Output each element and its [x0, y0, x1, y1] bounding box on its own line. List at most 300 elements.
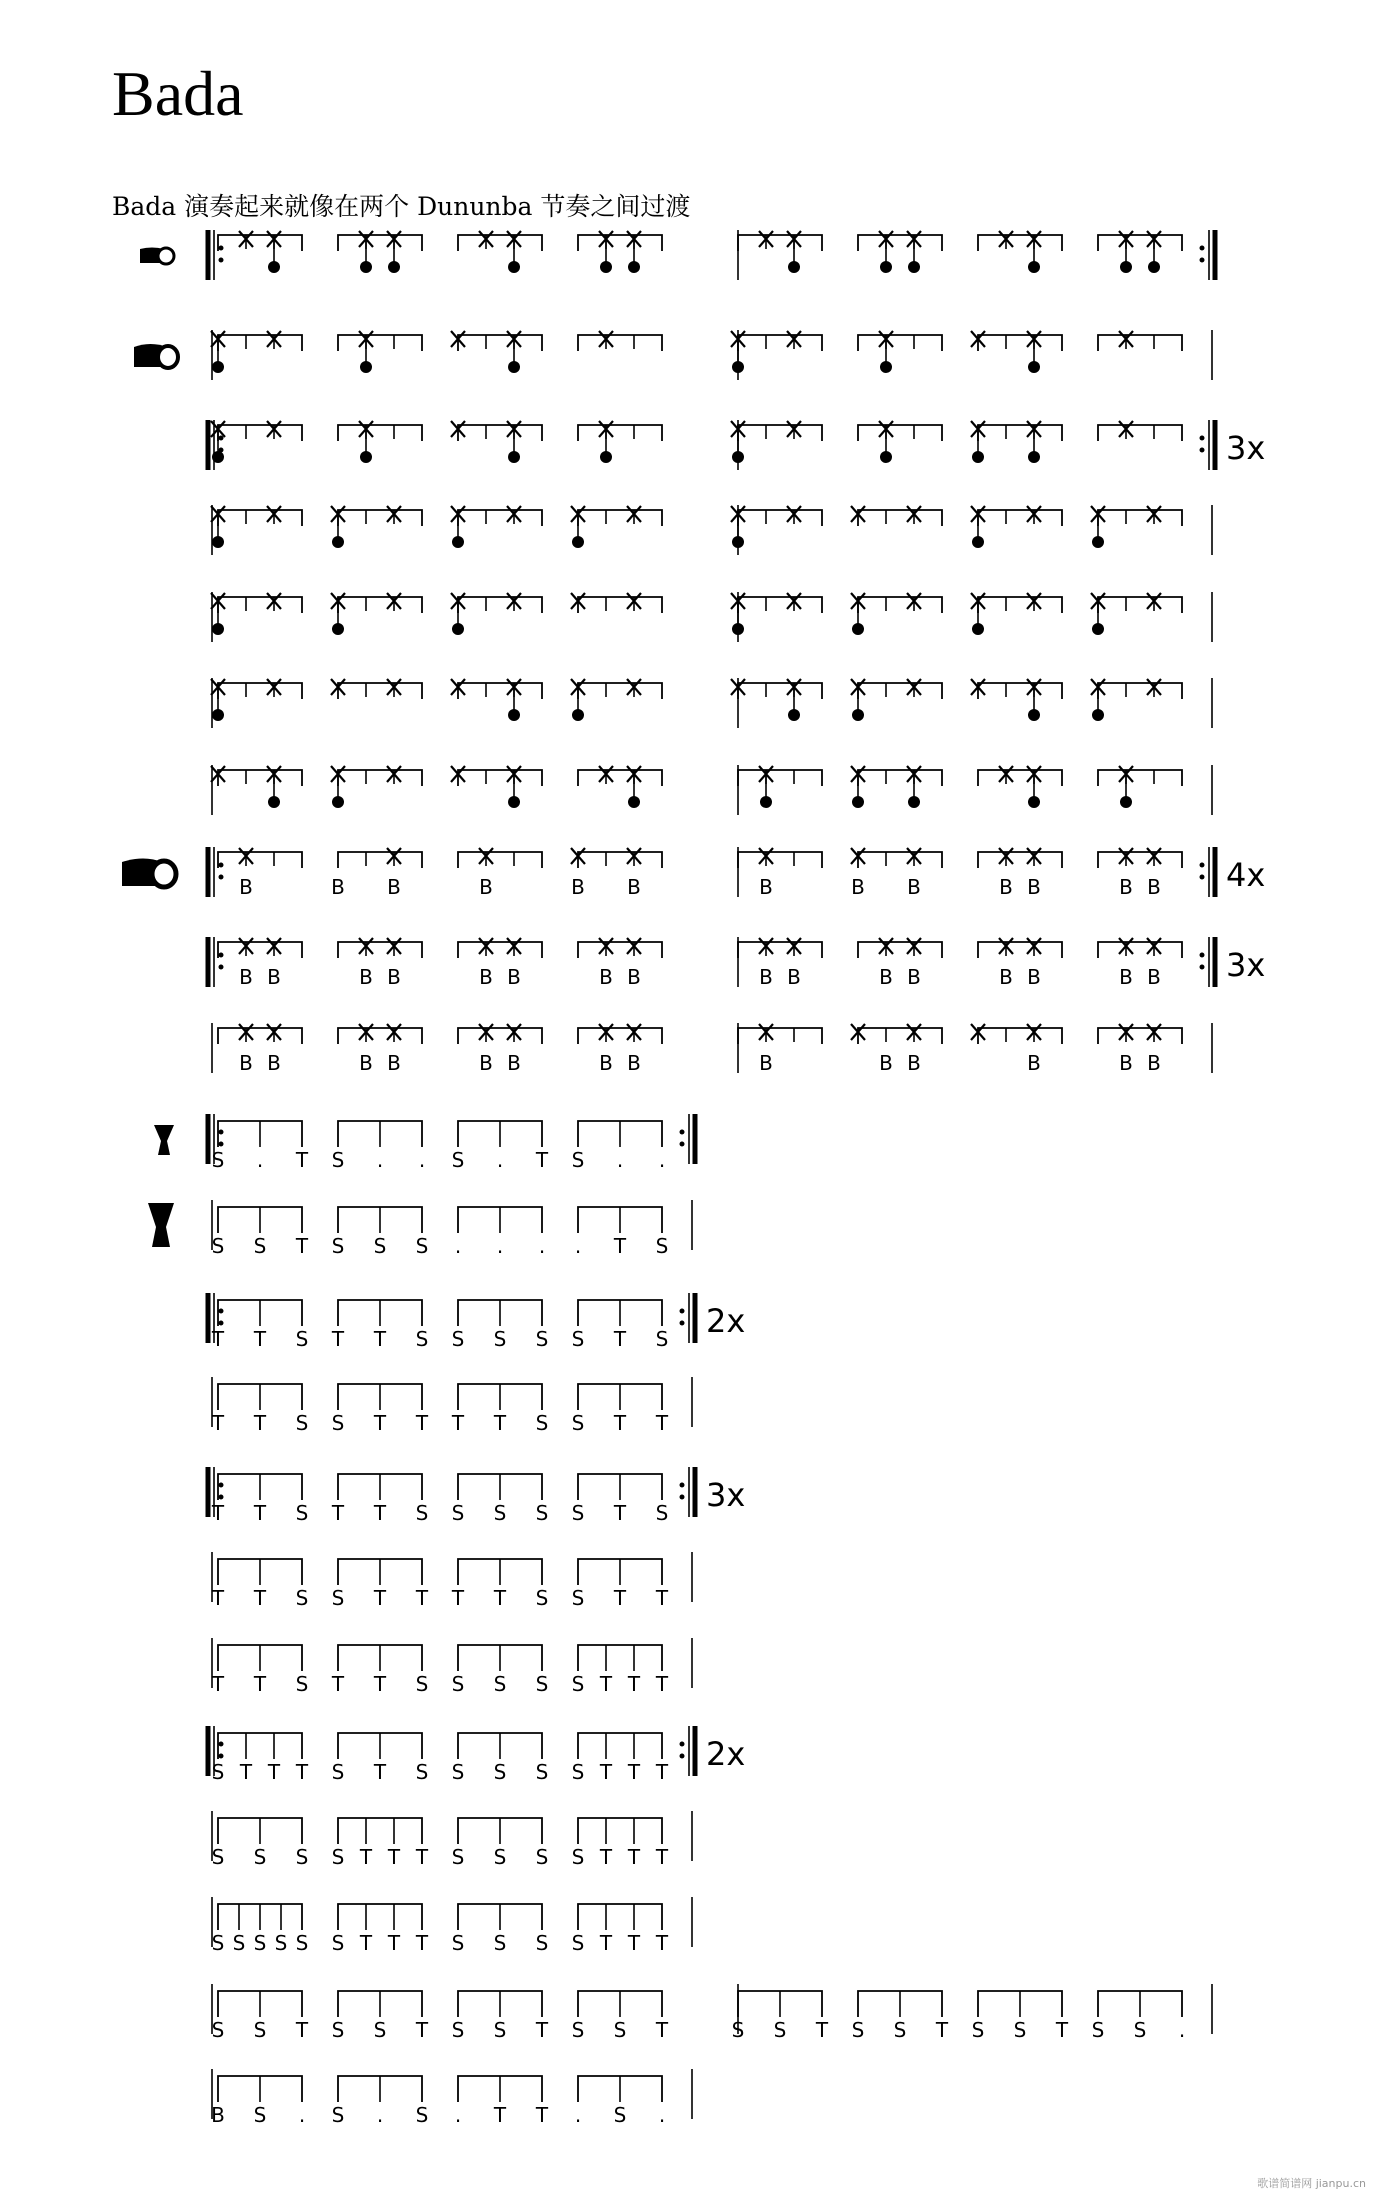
bell-hit — [1120, 796, 1132, 808]
score-row — [211, 1552, 692, 1610]
bell-hit — [852, 709, 864, 721]
beat-bracket — [1098, 235, 1182, 251]
djembe-stroke-letter: S — [493, 1501, 507, 1525]
repeat-dot — [219, 1483, 224, 1488]
drum-stroke-letter: B — [759, 875, 773, 899]
measure — [738, 1024, 822, 1075]
djembe-stroke-letter: T — [211, 1327, 225, 1351]
djembe-stroke-letter: T — [655, 1760, 669, 1784]
drum-stroke-letter: B — [851, 875, 865, 899]
measure — [332, 1121, 426, 1172]
measure — [332, 1733, 429, 1784]
bell-hit — [760, 796, 772, 808]
djembe-stroke-letter: T — [211, 1411, 225, 1435]
score-row — [122, 847, 1265, 899]
beat-bracket — [578, 425, 662, 441]
drum-stroke-letter: B — [999, 965, 1013, 989]
measure — [211, 1474, 308, 1525]
beat-bracket — [978, 335, 1062, 351]
djembe-stroke-letter: T — [211, 1672, 225, 1696]
repeat-dot — [680, 1321, 685, 1326]
bell-hit — [1028, 796, 1040, 808]
measure — [458, 1024, 542, 1075]
measure — [338, 421, 422, 463]
measure — [572, 1384, 669, 1435]
bell-hit — [452, 536, 464, 548]
beat-bracket — [858, 510, 942, 526]
djembe-stroke-letter: T — [295, 1234, 309, 1258]
measure — [1091, 506, 1182, 548]
djembe-stroke-letter: S — [295, 1931, 309, 1955]
score-row — [154, 1114, 695, 1172]
drum-stroke-letter: B — [359, 965, 373, 989]
djembe-stroke-letter: S — [893, 2018, 907, 2042]
beat-bracket — [978, 683, 1062, 699]
djembe-stroke-letter: S — [851, 2018, 865, 2042]
beat-bracket — [1098, 683, 1182, 699]
repeat-dot — [1200, 246, 1205, 251]
djembe-stroke-letter: T — [655, 1586, 669, 1610]
measure — [212, 1121, 309, 1172]
measure — [572, 1300, 669, 1351]
beat-bracket — [1098, 425, 1182, 441]
beat-bracket — [1098, 852, 1182, 868]
measure — [331, 1474, 428, 1525]
bell-hit — [732, 623, 744, 635]
djembe-stroke-letter: . — [574, 2103, 582, 2127]
drum-stroke-letter: B — [479, 1051, 493, 1075]
djembe-stroke-letter: S — [331, 1148, 345, 1172]
measure — [332, 1384, 429, 1435]
djembe-stroke-letter: T — [1055, 2018, 1069, 2042]
djembe-stroke-letter: S — [571, 1760, 585, 1784]
djembe-stroke-letter: . — [496, 1148, 504, 1172]
djembe-stroke-letter: T — [613, 1501, 627, 1525]
measure — [971, 679, 1062, 721]
beat-bracket — [218, 1733, 302, 1759]
djembe-stroke-letter: S — [451, 1931, 465, 1955]
bell-hit — [360, 261, 372, 273]
beat-bracket — [858, 942, 942, 958]
repeat-dot — [1200, 436, 1205, 441]
measure — [452, 1645, 549, 1696]
bell-hit — [1028, 451, 1040, 463]
bell-hit — [388, 261, 400, 273]
djembe-stroke-letter: T — [613, 1234, 627, 1258]
bell-hit — [600, 451, 612, 463]
beat-bracket — [578, 852, 662, 868]
djembe-stroke-letter: S — [253, 1931, 267, 1955]
djembe-solo-body — [154, 1125, 174, 1155]
repeat-dot — [219, 863, 224, 868]
drum-stroke-letter: B — [239, 965, 253, 989]
measure — [211, 506, 302, 548]
djembe-stroke-letter: S — [331, 1760, 345, 1784]
beat-bracket — [738, 852, 822, 868]
measure — [852, 1991, 949, 2042]
beat-bracket — [578, 335, 662, 351]
measure — [971, 421, 1062, 463]
page-title: Bada — [112, 58, 244, 129]
djembe-stroke-letter: T — [387, 1931, 401, 1955]
measure — [211, 1645, 308, 1696]
measure — [971, 506, 1062, 548]
score-row — [211, 505, 1212, 555]
measure — [731, 331, 822, 373]
measure — [211, 593, 302, 635]
bell-hit — [332, 623, 344, 635]
watermark: 歌谱简谱网 jianpu.cn — [1257, 2177, 1366, 2190]
beat-bracket — [1098, 597, 1182, 613]
djembe-stroke-letter: T — [211, 1501, 225, 1525]
measure — [731, 679, 822, 721]
djembe-stroke-letter: S — [295, 1586, 309, 1610]
beat-bracket — [858, 770, 942, 786]
beat-bracket — [858, 1028, 942, 1044]
djembe-stroke-letter: T — [613, 1411, 627, 1435]
djembe-stroke-letter: S — [571, 1672, 585, 1696]
measure — [331, 506, 422, 548]
score-row — [208, 1293, 745, 1351]
drum-stroke-letter: B — [1027, 1051, 1041, 1075]
bell-hit — [972, 451, 984, 463]
djembe-stroke-letter: T — [655, 1672, 669, 1696]
beat-bracket — [458, 425, 542, 441]
measure — [332, 1559, 429, 1610]
drum-stroke-letter: B — [331, 875, 345, 899]
djembe-stroke-letter: T — [451, 1411, 465, 1435]
measure — [452, 1300, 549, 1351]
drum-stroke-letter: B — [571, 875, 585, 899]
drum-stroke-letter: B — [479, 965, 493, 989]
measure — [578, 421, 662, 463]
bell-hit — [212, 536, 224, 548]
djembe-stroke-letter: S — [331, 1411, 345, 1435]
beat-bracket — [338, 335, 422, 351]
beat-bracket — [978, 1028, 1062, 1044]
measure — [452, 1474, 549, 1525]
beat-bracket — [338, 1818, 422, 1844]
beat-bracket — [218, 852, 302, 868]
dununba-head — [152, 861, 176, 887]
measure — [338, 938, 422, 989]
djembe-stroke-letter: T — [599, 1672, 613, 1696]
measure — [451, 506, 542, 548]
djembe-stroke-letter: T — [359, 1931, 373, 1955]
djembe-stroke-letter: S — [451, 1501, 465, 1525]
measure — [858, 421, 942, 463]
score-row — [208, 420, 1265, 470]
djembe-stroke-letter: . — [454, 2103, 462, 2127]
djembe-stroke-letter: S — [655, 1327, 669, 1351]
repeat-count-label: 3x — [706, 1476, 746, 1514]
measure — [738, 231, 822, 273]
measure — [572, 1904, 669, 1955]
bell-hit — [360, 451, 372, 463]
djembe-stroke-letter: S — [613, 2018, 627, 2042]
beat-bracket — [978, 510, 1062, 526]
repeat-dot — [680, 1309, 685, 1314]
djembe-stroke-letter: S — [655, 1501, 669, 1525]
djembe-stroke-letter: T — [627, 1672, 641, 1696]
djembe-stroke-letter: T — [373, 1411, 387, 1435]
djembe-stroke-letter: S — [613, 2103, 627, 2127]
bell-hit — [212, 709, 224, 721]
djembe-stroke-letter: . — [418, 1148, 426, 1172]
measure — [578, 331, 662, 351]
measure — [578, 766, 662, 808]
beat-bracket — [338, 942, 422, 958]
score-row — [211, 765, 1212, 815]
measure — [332, 1991, 429, 2042]
djembe-stroke-letter: . — [658, 2103, 666, 2127]
beat-bracket — [738, 425, 822, 441]
djembe-stroke-letter: S — [331, 1586, 345, 1610]
bell-hit — [972, 536, 984, 548]
djembe-stroke-letter: T — [415, 2018, 429, 2042]
measure — [211, 1300, 308, 1351]
djembe-stroke-letter: T — [373, 1672, 387, 1696]
repeat-dot — [219, 1754, 224, 1759]
djembe-stroke-letter: S — [451, 1672, 465, 1696]
drum-stroke-letter: B — [759, 1051, 773, 1075]
repeat-dot — [1200, 448, 1205, 453]
djembe-stroke-letter: S — [571, 1586, 585, 1610]
bell-hit — [508, 796, 520, 808]
djembe-stroke-letter: S — [253, 2103, 267, 2127]
measure — [731, 421, 822, 463]
djembe-stroke-letter: S — [493, 1760, 507, 1784]
beat-bracket — [458, 942, 542, 958]
djembe-stroke-letter: T — [613, 1327, 627, 1351]
beat-bracket — [858, 683, 942, 699]
measure — [331, 848, 422, 899]
beat-bracket — [1098, 942, 1182, 958]
score-row — [211, 2069, 692, 2127]
djembe-stroke-letter: S — [211, 1760, 225, 1784]
drum-stroke-letter: B — [387, 965, 401, 989]
measure — [851, 1024, 942, 1075]
measure — [571, 593, 662, 613]
bell-hit — [212, 361, 224, 373]
measure — [218, 848, 302, 899]
djembe-stroke-letter: . — [616, 1148, 624, 1172]
beat-bracket — [218, 683, 302, 699]
djembe-stroke-letter: S — [731, 2018, 745, 2042]
djembe-stroke-letter: T — [599, 1845, 613, 1869]
beat-bracket — [218, 335, 302, 351]
score-row — [208, 937, 1265, 989]
djembe-stroke-letter: S — [571, 2018, 585, 2042]
drum-stroke-letter: B — [907, 1051, 921, 1075]
measure — [338, 331, 422, 373]
drum-stroke-letter: B — [1147, 875, 1161, 899]
djembe-stroke-letter: . — [1178, 2018, 1186, 2042]
beat-bracket — [218, 1028, 302, 1044]
djembe-stroke-letter: T — [253, 1672, 267, 1696]
measure — [971, 1024, 1062, 1075]
beat-bracket — [338, 683, 422, 699]
drum-stroke-letter: B — [879, 1051, 893, 1075]
measure — [332, 2076, 429, 2127]
measure — [451, 331, 542, 373]
djembe-stroke-letter: B — [211, 2103, 225, 2127]
djembe-stroke-letter: T — [935, 2018, 949, 2042]
bell-hit — [732, 536, 744, 548]
djembe-stroke-letter: S — [493, 1845, 507, 1869]
bell-hit — [268, 796, 280, 808]
djembe-stroke-letter: T — [655, 2018, 669, 2042]
beat-bracket — [578, 942, 662, 958]
djembe-stroke-letter: T — [253, 1411, 267, 1435]
djembe-stroke-letter: S — [571, 1411, 585, 1435]
repeat-dot — [680, 1495, 685, 1500]
djembe-stroke-letter: S — [331, 1931, 345, 1955]
beat-bracket — [978, 942, 1062, 958]
djembe-stroke-letter: T — [627, 1760, 641, 1784]
drum-stroke-letter: B — [1119, 875, 1133, 899]
djembe-stroke-letter: S — [211, 2018, 225, 2042]
djembe-stroke-letter: T — [239, 1760, 253, 1784]
bell-hit — [212, 451, 224, 463]
djembe-stroke-letter: S — [295, 1672, 309, 1696]
measure — [858, 231, 942, 273]
measure — [572, 1474, 669, 1525]
score-row — [208, 1467, 745, 1525]
beat-bracket — [338, 510, 422, 526]
measure — [572, 1991, 669, 2042]
measure — [1098, 421, 1182, 441]
measure — [218, 1024, 302, 1075]
score-row — [208, 1726, 745, 1784]
measure — [1098, 1024, 1182, 1075]
djembe-stroke-letter: S — [415, 2103, 429, 2127]
beat-bracket — [218, 597, 302, 613]
measure — [571, 848, 662, 899]
measure — [732, 1991, 829, 2042]
djembe-stroke-letter: T — [535, 2018, 549, 2042]
djembe-stroke-letter: T — [493, 1411, 507, 1435]
bell-hit — [880, 451, 892, 463]
beat-bracket — [338, 1028, 422, 1044]
measure — [971, 593, 1062, 635]
repeat-dot — [219, 1321, 224, 1326]
bell-hit — [508, 709, 520, 721]
drum-stroke-letter: B — [627, 965, 641, 989]
measure — [1098, 848, 1182, 899]
djembe-stroke-letter: T — [415, 1586, 429, 1610]
beat-bracket — [578, 235, 662, 251]
djembe-stroke-letter: T — [211, 1586, 225, 1610]
bell-hit — [1028, 261, 1040, 273]
djembe-stroke-letter: S — [415, 1672, 429, 1696]
bell-hit — [1120, 261, 1132, 273]
bell-hit — [508, 261, 520, 273]
drum-stroke-letter: B — [787, 965, 801, 989]
djembe-stroke-letter: S — [295, 1845, 309, 1869]
beat-bracket — [338, 425, 422, 441]
djembe-stroke-letter: T — [331, 1501, 345, 1525]
repeat-dot — [219, 953, 224, 958]
drum-stroke-letter: B — [627, 875, 641, 899]
beat-bracket — [458, 335, 542, 351]
djembe-stroke-letter: . — [538, 1234, 546, 1258]
drum-stroke-letter: B — [507, 965, 521, 989]
djembe-stroke-letter: S — [415, 1234, 429, 1258]
djembe-stroke-letter: S — [535, 1760, 549, 1784]
djembe-stroke-letter: T — [387, 1845, 401, 1869]
djembe-stroke-letter: S — [493, 1931, 507, 1955]
djembe-stroke-letter: . — [574, 1234, 582, 1258]
measure — [458, 848, 542, 899]
measure — [452, 1733, 549, 1784]
measure — [455, 2076, 549, 2127]
drum-stroke-letter: B — [1027, 875, 1041, 899]
djembe-stroke-letter: . — [256, 1148, 264, 1172]
repeat-dot — [219, 1142, 224, 1147]
djembe-stroke-letter: S — [451, 2018, 465, 2042]
djembe-stroke-letter: S — [331, 1234, 345, 1258]
djembe-stroke-letter: S — [331, 2103, 345, 2127]
djembe-stroke-letter: T — [331, 1672, 345, 1696]
repeat-dot — [219, 258, 224, 263]
bell-hit — [1092, 623, 1104, 635]
measure — [1098, 766, 1182, 808]
djembe-stroke-letter: T — [359, 1845, 373, 1869]
measure — [578, 231, 662, 273]
beat-bracket — [858, 235, 942, 251]
measure — [452, 1904, 549, 1955]
bell-hit — [972, 623, 984, 635]
measure — [571, 679, 662, 721]
measure — [978, 848, 1062, 899]
beat-bracket — [738, 942, 822, 958]
djembe-stroke-letter: S — [535, 1586, 549, 1610]
beat-bracket — [218, 942, 302, 958]
repeat-count-label: 2x — [706, 1735, 746, 1773]
beat-bracket — [978, 852, 1062, 868]
djembe-stroke-letter: T — [267, 1760, 281, 1784]
measure — [451, 1384, 548, 1435]
measure — [858, 331, 942, 373]
score-row — [212, 1984, 1212, 2042]
beat-bracket — [578, 1028, 662, 1044]
repeat-dot — [219, 1742, 224, 1747]
repeat-count-label: 2x — [706, 1302, 746, 1340]
measure — [1098, 938, 1182, 989]
measure — [212, 1733, 309, 1784]
bell-hit — [628, 261, 640, 273]
measure — [212, 1904, 309, 1955]
djembe-stroke-letter: S — [253, 1234, 267, 1258]
djembe-stroke-letter: S — [451, 1327, 465, 1351]
djembe-stroke-letter: S — [331, 2018, 345, 2042]
beat-bracket — [738, 1028, 822, 1044]
djembe-stroke-letter: S — [211, 1234, 225, 1258]
beat-bracket — [978, 597, 1062, 613]
beat-bracket — [218, 510, 302, 526]
djembe-stroke-letter: . — [454, 1234, 462, 1258]
djembe-stroke-letter: . — [496, 1234, 504, 1258]
bell-hit — [508, 451, 520, 463]
repeat-dot — [219, 436, 224, 441]
djembe-stroke-letter: T — [373, 1586, 387, 1610]
measure — [331, 1645, 428, 1696]
djembe-stroke-letter: S — [535, 1845, 549, 1869]
score-row — [212, 1023, 1212, 1075]
bell-hit — [508, 361, 520, 373]
measure — [731, 506, 822, 548]
